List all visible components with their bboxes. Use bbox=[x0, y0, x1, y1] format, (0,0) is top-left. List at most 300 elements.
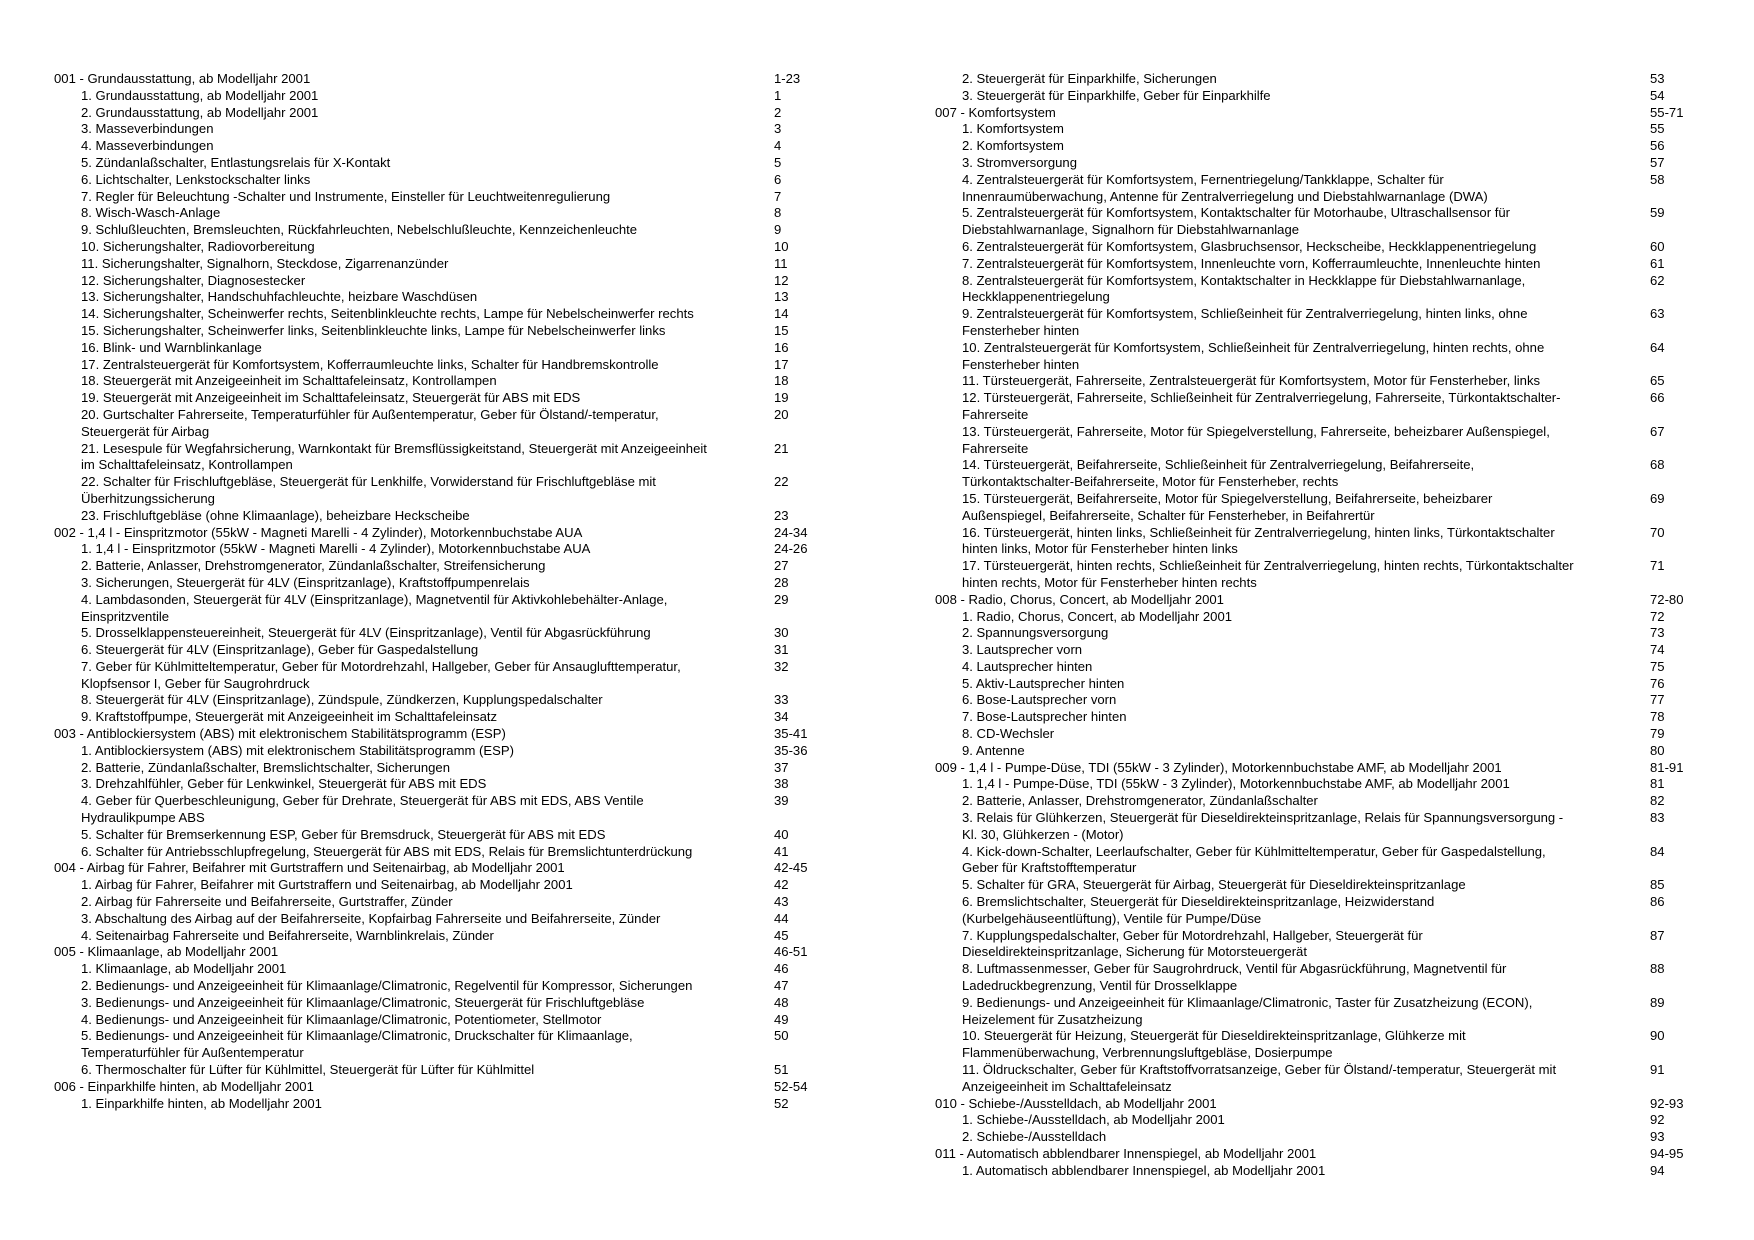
toc-page-number: 71 bbox=[1650, 558, 1665, 574]
toc-entry-title: 9. Schlußleuchten, Bremsleuchten, Rückfahrleuchten, Nebelschlußleuchte, Kennzeichenleuchte bbox=[81, 222, 638, 238]
toc-entry-title: 6. Thermoschalter für Lüfter für Kühlmittel, Steuergerät für Lüfter für Kühlmittel bbox=[81, 1062, 535, 1078]
toc-page-number: 73 bbox=[1650, 625, 1665, 641]
toc-page-number: 54 bbox=[1650, 87, 1665, 103]
toc-entry-title: 10. Sicherungshalter, Radiovorbereitung bbox=[81, 238, 315, 254]
toc-entry-title: 001 - Grundausstattung, ab Modelljahr 2001 bbox=[54, 71, 311, 86]
toc-page-number: 13 bbox=[774, 289, 789, 305]
toc-entry[interactable] bbox=[935, 138, 1700, 155]
toc-entry[interactable] bbox=[54, 592, 814, 626]
toc-entry[interactable] bbox=[935, 625, 1700, 642]
toc-page-number: 42 bbox=[774, 877, 789, 893]
toc-entry-title: 3. Abschaltung des Airbag auf der Beifahrerseite, Kopfairbag Fahrerseite und Beifahrerseite, Zünder bbox=[81, 910, 661, 926]
toc-page-number: 80 bbox=[1650, 742, 1665, 758]
toc-page-number: 93 bbox=[1650, 1129, 1665, 1145]
toc-entry[interactable] bbox=[54, 1028, 814, 1062]
toc-entry-title: 4. Bedienungs- und Anzeigeeinheit für Klimaanlage/Climatronic, Potentiometer, Stellmotor bbox=[81, 1011, 602, 1027]
toc-entry-title: 3. Sicherungen, Steuergerät für 4LV (Einspritzanlage), Kraftstoffpumpenrelais bbox=[81, 574, 530, 590]
toc-page-number: 18 bbox=[774, 373, 789, 389]
toc-entry[interactable] bbox=[54, 709, 814, 726]
toc-entry[interactable] bbox=[54, 373, 814, 390]
toc-entry-title: 12. Sicherungshalter, Diagnosestecker bbox=[81, 272, 306, 288]
toc-entry[interactable] bbox=[935, 1112, 1700, 1129]
toc-page-number: 3 bbox=[774, 121, 782, 137]
toc-entry-title: 15. Sicherungshalter, Scheinwerfer links, Seitenblinkleuchte links, Lampe für Nebelscheinwerfer links bbox=[81, 322, 666, 338]
toc-entry-title: 1. Radio, Chorus, Concert, ab Modelljahr 2001 bbox=[962, 608, 1233, 624]
toc-entry[interactable] bbox=[935, 239, 1700, 256]
toc-entry[interactable] bbox=[935, 205, 1700, 239]
toc-entry-title: 4. Seitenairbag Fahrerseite und Beifahrerseite, Warnblinkrelais, Zünder bbox=[81, 927, 494, 943]
toc-entry[interactable] bbox=[54, 541, 814, 558]
toc-entry[interactable] bbox=[54, 222, 814, 239]
toc-page-number: 52 bbox=[774, 1095, 789, 1111]
toc-entry[interactable] bbox=[54, 340, 814, 357]
toc-page-number: 46-51 bbox=[774, 944, 808, 960]
toc-page-number: 67 bbox=[1650, 423, 1665, 439]
toc-page-number: 40 bbox=[774, 826, 789, 842]
toc-entry[interactable] bbox=[54, 995, 814, 1012]
toc-page-number: 19 bbox=[774, 390, 789, 406]
toc-entry-title: 6. Zentralsteuergerät für Komfortsystem, Glasbruchsensor, Heckscheibe, Heckklappenentriegelung bbox=[962, 238, 1537, 254]
toc-entry-title: 2. Schiebe-/Ausstelldach bbox=[962, 1129, 1107, 1145]
toc-page-number: 66 bbox=[1650, 390, 1665, 406]
toc-page-number: 53 bbox=[1650, 71, 1665, 86]
toc-entry-title: 8. Luftmassenmesser, Geber für Saugrohrdruck, Ventil für Abgasrückführung, Magnetventil für Ladedruckbegrenzung, Ventil für Drosselklappe bbox=[962, 961, 1507, 994]
toc-page-number: 27 bbox=[774, 558, 789, 574]
toc-entry-title: 17. Zentralsteuergerät für Komfortsystem, Kofferraumleuchte links, Schalter für Handbremskontrolle bbox=[81, 356, 659, 372]
toc-section-heading[interactable] bbox=[54, 944, 814, 961]
toc-page-number: 88 bbox=[1650, 961, 1665, 977]
toc-page-number: 83 bbox=[1650, 810, 1665, 826]
toc-entry-title: 3. Relais für Glühkerzen, Steuergerät für Dieseldirekteinspritzanlage, Relais für Spannungsversorgung - Kl. 30, Glühkerzen - (Motor) bbox=[962, 810, 1564, 842]
toc-entry-title: 002 - 1,4 l - Einspritzmotor (55kW - Magneti Marelli - 4 Zylinder), Motorkennbuchstabe AUA bbox=[54, 524, 583, 540]
toc-entry[interactable] bbox=[935, 525, 1700, 559]
toc-entry[interactable] bbox=[935, 894, 1700, 928]
toc-entry[interactable] bbox=[935, 642, 1700, 659]
toc-entry-title: 006 - Einparkhilfe hinten, ab Modelljahr 2001 bbox=[54, 1078, 314, 1094]
toc-page-number: 22 bbox=[774, 474, 789, 490]
toc-entry-title: 5. Drosselklappensteuereinheit, Steuergerät für 4LV (Einspritzanlage), Ventil für Abgasrückführung bbox=[81, 625, 651, 641]
toc-entry-title: 17. Türsteuergerät, hinten rechts, Schließeinheit für Zentralverriegelung, hinten rechts, Türkontaktschalter hinten rechts, Motor für Fensterheber hinten rechts bbox=[962, 558, 1574, 590]
toc-entry-title: 20. Gurtschalter Fahrerseite, Temperaturfühler für Außentemperatur, Geber für Ölstand/-temperatur, Steuergerät für Airbag bbox=[81, 406, 659, 439]
toc-page-number: 38 bbox=[774, 776, 789, 792]
toc-entry[interactable] bbox=[935, 844, 1700, 878]
toc-entry-title: 8. Zentralsteuergerät für Komfortsystem, Kontaktschalter in Heckklappe für Diebstahlwarnanlage, Heckklappenentriegelung bbox=[962, 272, 1526, 305]
toc-entry-title: 2. Batterie, Anlasser, Drehstromgenerator, Zündanlaßschalter bbox=[962, 793, 1318, 809]
toc-entry[interactable] bbox=[935, 793, 1700, 810]
toc-page-number: 37 bbox=[774, 759, 789, 775]
toc-entry[interactable] bbox=[54, 894, 814, 911]
toc-entry[interactable] bbox=[54, 508, 814, 525]
toc-left-column bbox=[54, 71, 814, 1112]
toc-entry-title: 1. Automatisch abblendbarer Innenspiegel, ab Modelljahr 2001 bbox=[962, 1162, 1326, 1178]
toc-entry[interactable] bbox=[54, 138, 814, 155]
toc-entry-title: 5. Zentralsteuergerät für Komfortsystem, Kontaktschalter für Motorhaube, Ultraschallsensor für Diebstahlwarnanlage, Signalhorn für Diebstahlwarnanlage bbox=[962, 205, 1510, 238]
toc-entry[interactable] bbox=[54, 911, 814, 928]
toc-entry-title: 1. 1,4 l - Einspritzmotor (55kW - Magneti Marelli - 4 Zylinder), Motorkennbuchstabe AUA bbox=[81, 541, 591, 557]
toc-entry[interactable] bbox=[54, 877, 814, 894]
toc-entry-title: 4. Geber für Querbeschleunigung, Geber für Drehrate, Steuergerät für ABS mit EDS, ABS Ventile Hydraulikpumpe ABS bbox=[81, 793, 644, 826]
toc-page-number: 94 bbox=[1650, 1162, 1665, 1178]
toc-entry[interactable] bbox=[54, 1012, 814, 1029]
toc-entry-title: 2. Grundausstattung, ab Modelljahr 2001 bbox=[81, 104, 319, 120]
toc-entry-title: 9. Antenne bbox=[962, 742, 1025, 758]
toc-entry-title: 2. Steuergerät für Einparkhilfe, Sicherungen bbox=[962, 71, 1217, 86]
toc-entry-title: 6. Bremslichtschalter, Steuergerät für Dieseldirekteinspritzanlage, Heizwiderstand (Kurbelgehäuseentlüftung), Ventile für Pumpe/Düse bbox=[962, 894, 1435, 926]
toc-entry-title: 16. Blink- und Warnblinkanlage bbox=[81, 339, 262, 355]
toc-entry-title: 8. Steuergerät für 4LV (Einspritzanlage), Zündspule, Zündkerzen, Kupplungspedalschalter bbox=[81, 692, 603, 708]
toc-entry[interactable] bbox=[54, 659, 814, 693]
toc-entry[interactable] bbox=[935, 995, 1700, 1029]
toc-page-number: 35-41 bbox=[774, 726, 808, 742]
toc-entry[interactable] bbox=[54, 928, 814, 945]
toc-entry-title: 8. CD-Wechsler bbox=[962, 726, 1055, 742]
toc-entry[interactable] bbox=[54, 827, 814, 844]
toc-entry[interactable] bbox=[935, 172, 1700, 206]
toc-page-number: 1-23 bbox=[774, 71, 801, 86]
toc-entry[interactable] bbox=[935, 1163, 1700, 1180]
toc-entry[interactable] bbox=[54, 776, 814, 793]
toc-entry-title: 23. Frischluftgebläse (ohne Klimaanlage), beheizbare Heckscheibe bbox=[81, 507, 470, 523]
toc-entry-title: 5. Zündanlaßschalter, Entlastungsrelais für X-Kontakt bbox=[81, 154, 391, 170]
toc-page-number: 50 bbox=[774, 1028, 789, 1044]
toc-page-number: 72 bbox=[1650, 608, 1665, 624]
toc-entry-title: 011 - Automatisch abblendbarer Innenspiegel, ab Modelljahr 2001 bbox=[935, 1146, 1317, 1161]
toc-entry-title: 8. Wisch-Wasch-Anlage bbox=[81, 205, 221, 221]
toc-entry-title: 9. Kraftstoffpumpe, Steuergerät mit Anzeigeeinheit im Schalttafeleinsatz bbox=[81, 709, 498, 725]
toc-page-number: 65 bbox=[1650, 373, 1665, 389]
toc-entry-title: 1. Klimaanlage, ab Modelljahr 2001 bbox=[81, 961, 287, 977]
toc-entry[interactable] bbox=[935, 424, 1700, 458]
toc-entry[interactable] bbox=[935, 743, 1700, 760]
toc-entry[interactable] bbox=[935, 457, 1700, 491]
toc-entry-title: 6. Lichtschalter, Lenkstockschalter links bbox=[81, 171, 311, 187]
toc-entry[interactable] bbox=[54, 390, 814, 407]
toc-page-number: 69 bbox=[1650, 490, 1665, 506]
toc-entry-title: 12. Türsteuergerät, Fahrerseite, Schließeinheit für Zentralverriegelung, Fahrerseite, Türkontaktschalter-Fahrerseite bbox=[962, 390, 1561, 422]
toc-entry-title: 4. Masseverbindungen bbox=[81, 138, 214, 154]
toc-page-number: 44 bbox=[774, 910, 789, 926]
toc-page-number: 21 bbox=[774, 440, 789, 456]
toc-entry[interactable] bbox=[935, 340, 1700, 374]
toc-entry[interactable] bbox=[54, 844, 814, 861]
toc-entry[interactable] bbox=[54, 289, 814, 306]
toc-section-heading[interactable] bbox=[935, 105, 1700, 122]
toc-page-number: 6 bbox=[774, 171, 782, 187]
toc-section-heading[interactable] bbox=[935, 760, 1700, 777]
toc-entry[interactable] bbox=[935, 726, 1700, 743]
toc-entry-title: 16. Türsteuergerät, hinten links, Schließeinheit für Zentralverriegelung, hinten links, Türkontaktschalter hinten links, Motor für Fensterheber hinten links bbox=[962, 524, 1555, 557]
toc-entry-title: 007 - Komfortsystem bbox=[935, 104, 1056, 120]
toc-page-number: 92-93 bbox=[1650, 1095, 1684, 1111]
toc-page-number: 15 bbox=[774, 322, 789, 338]
toc-entry[interactable] bbox=[935, 121, 1700, 138]
toc-entry[interactable] bbox=[54, 743, 814, 760]
toc-section-heading[interactable] bbox=[54, 525, 814, 542]
toc-page-number: 51 bbox=[774, 1062, 789, 1078]
toc-section-heading[interactable] bbox=[935, 592, 1700, 609]
toc-entry[interactable] bbox=[935, 558, 1700, 592]
toc-entry[interactable] bbox=[935, 390, 1700, 424]
toc-entry-title: 1. Antiblockiersystem (ABS) mit elektronischem Stabilitätsprogramm (ESP) bbox=[81, 742, 514, 758]
toc-entry[interactable] bbox=[54, 760, 814, 777]
toc-entry[interactable] bbox=[54, 189, 814, 206]
toc-page-number: 14 bbox=[774, 306, 789, 322]
toc-page-number: 64 bbox=[1650, 339, 1665, 355]
toc-entry[interactable] bbox=[54, 1062, 814, 1079]
toc-entry-title: 5. Schalter für Bremserkennung ESP, Geber für Bremsdruck, Steuergerät für ABS mit EDS bbox=[81, 826, 606, 842]
toc-page-number: 77 bbox=[1650, 692, 1665, 708]
toc-page-number: 8 bbox=[774, 205, 782, 221]
toc-page-number: 1 bbox=[774, 87, 782, 103]
toc-page-number: 72-80 bbox=[1650, 591, 1684, 607]
toc-entry[interactable] bbox=[935, 692, 1700, 709]
toc-entry-title: 008 - Radio, Chorus, Concert, ab Modelljahr 2001 bbox=[935, 591, 1224, 607]
toc-entry[interactable] bbox=[54, 306, 814, 323]
toc-entry-title: 1. Grundausstattung, ab Modelljahr 2001 bbox=[81, 87, 319, 103]
toc-page-number: 2 bbox=[774, 104, 782, 120]
toc-entry-title: 19. Steuergerät mit Anzeigeeinheit im Schalttafeleinsatz, Steuergerät für ABS mit EDS bbox=[81, 390, 581, 406]
toc-entry[interactable] bbox=[935, 273, 1700, 307]
toc-entry-title: 5. Schalter für GRA, Steuergerät für Airbag, Steuergerät für Dieseldirekteinspritzanlage bbox=[962, 877, 1466, 893]
toc-right-column bbox=[935, 71, 1700, 1180]
toc-entry-title: 1. Schiebe-/Ausstelldach, ab Modelljahr 2001 bbox=[962, 1112, 1225, 1128]
toc-entry[interactable] bbox=[54, 323, 814, 340]
toc-entry[interactable] bbox=[935, 810, 1700, 844]
toc-entry[interactable] bbox=[54, 172, 814, 189]
toc-page-number: 78 bbox=[1650, 709, 1665, 725]
toc-page-number: 94-95 bbox=[1650, 1146, 1684, 1161]
toc-page-number: 92 bbox=[1650, 1112, 1665, 1128]
toc-entry-title: 3. Steuergerät für Einparkhilfe, Geber für Einparkhilfe bbox=[962, 87, 1271, 103]
toc-entry-title: 2. Airbag für Fahrerseite und Beifahrerseite, Gurtstraffer, Zünder bbox=[81, 894, 453, 910]
toc-entry[interactable] bbox=[935, 609, 1700, 626]
toc-page-number: 31 bbox=[774, 642, 789, 658]
toc-entry-title: 004 - Airbag für Fahrer, Beifahrer mit Gurtstraffern und Seitenairbag, ab Modelljahr 2001 bbox=[54, 860, 565, 876]
toc-entry-title: 3. Masseverbindungen bbox=[81, 121, 214, 137]
toc-page-number: 28 bbox=[774, 574, 789, 590]
toc-entry-title: 4. Zentralsteuergerät für Komfortsystem, Fernentriegelung/Tankklappe, Schalter für Innenraumüberwachung, Antenne für Zentralverriegelung und Diebstahlwarnanlage (DWA) bbox=[962, 171, 1488, 204]
toc-page-number: 39 bbox=[774, 793, 789, 809]
toc-page-number: 63 bbox=[1650, 306, 1665, 322]
toc-section-heading[interactable] bbox=[935, 1146, 1700, 1163]
toc-entry[interactable] bbox=[935, 776, 1700, 793]
toc-page-number: 52-54 bbox=[774, 1078, 808, 1094]
toc-page-number: 33 bbox=[774, 692, 789, 708]
toc-entry[interactable] bbox=[54, 121, 814, 138]
toc-page-number: 24-34 bbox=[774, 524, 808, 540]
toc-page-number: 55 bbox=[1650, 121, 1665, 137]
toc-entry-title: 1. 1,4 l - Pumpe-Düse, TDI (55kW - 3 Zylinder), Motorkennbuchstabe AMF, ab Modelljahr 2001 bbox=[962, 776, 1510, 792]
toc-entry-title: 14. Türsteuergerät, Beifahrerseite, Schließeinheit für Zentralverriegelung, Beifahrerseite, Türkontaktschalter-Beifahrerseite, Motor für Fensterheber, rechts bbox=[962, 457, 1475, 490]
toc-page-number: 30 bbox=[774, 625, 789, 641]
toc-section-heading[interactable] bbox=[54, 1079, 814, 1096]
toc-page-number: 89 bbox=[1650, 994, 1665, 1010]
toc-entry[interactable] bbox=[935, 491, 1700, 525]
toc-page-number: 81-91 bbox=[1650, 759, 1684, 775]
toc-entry[interactable] bbox=[54, 239, 814, 256]
toc-page-number: 10 bbox=[774, 238, 789, 254]
toc-entry-title: 3. Drehzahlfühler, Geber für Lenkwinkel, Steuergerät für ABS mit EDS bbox=[81, 776, 487, 792]
toc-entry-title: 9. Zentralsteuergerät für Komfortsystem, Schließeinheit für Zentralverriegelung, hinten links, ohne Fensterheber hinten bbox=[962, 306, 1528, 338]
toc-entry-title: 11. Sicherungshalter, Signalhorn, Steckdose, Zigarrenanzünder bbox=[81, 255, 449, 271]
toc-page-number: 62 bbox=[1650, 272, 1665, 288]
toc-page-number: 43 bbox=[774, 894, 789, 910]
toc-section-heading[interactable] bbox=[54, 726, 814, 743]
toc-page-number: 46 bbox=[774, 961, 789, 977]
toc-entry-title: 1. Airbag für Fahrer, Beifahrer mit Gurtstraffern und Seitenairbag, ab Modelljahr 2001 bbox=[81, 877, 573, 893]
toc-entry[interactable] bbox=[935, 1028, 1700, 1062]
toc-entry[interactable] bbox=[54, 558, 814, 575]
toc-page-number: 59 bbox=[1650, 205, 1665, 221]
toc-entry-title: 11. Türsteuergerät, Fahrerseite, Zentralsteuergerät für Komfortsystem, Motor für Fensterheber, links bbox=[962, 373, 1541, 389]
toc-entry-title: 6. Steuergerät für 4LV (Einspritzanlage), Geber für Gaspedalstellung bbox=[81, 642, 479, 658]
toc-entry[interactable] bbox=[54, 357, 814, 374]
toc-entry-title: 2. Komfortsystem bbox=[962, 138, 1064, 154]
toc-entry-title: 4. Kick-down-Schalter, Leerlaufschalter, Geber für Kühlmitteltemperatur, Geber für Gaspedalstellung, Geber für Kraftstofftemperatur bbox=[962, 843, 1546, 876]
toc-page-number: 70 bbox=[1650, 524, 1665, 540]
toc-page-number: 11 bbox=[774, 255, 788, 271]
toc-entry[interactable] bbox=[54, 1096, 814, 1113]
toc-entry[interactable] bbox=[935, 928, 1700, 962]
toc-entry-title: 13. Türsteuergerät, Fahrerseite, Motor für Spiegelverstellung, Fahrerseite, beheizbarer Außenspiegel, Fahrerseite bbox=[962, 423, 1550, 456]
toc-entry-title: 2. Batterie, Anlasser, Drehstromgenerator, Zündanlaßschalter, Streifensicherung bbox=[81, 558, 546, 574]
toc-entry-title: 22. Schalter für Frischluftgebläse, Steuergerät für Lenkhilfe, Vorwiderstand für Frischluftgebläse mit Überhitzungssicherung bbox=[81, 474, 656, 506]
toc-entry[interactable] bbox=[935, 88, 1700, 105]
toc-section-heading[interactable] bbox=[54, 71, 814, 88]
toc-entry[interactable] bbox=[935, 256, 1700, 273]
toc-page-number: 56 bbox=[1650, 138, 1665, 154]
toc-entry[interactable] bbox=[935, 306, 1700, 340]
toc-entry-title: 7. Bose-Lautsprecher hinten bbox=[962, 709, 1127, 725]
toc-entry-title: 4. Lambdasonden, Steuergerät für 4LV (Einspritzanlage), Magnetventil für Aktivkohlebehälter-Anlage, Einspritzventile bbox=[81, 591, 668, 624]
toc-page-number: 86 bbox=[1650, 894, 1665, 910]
toc-entry[interactable] bbox=[54, 256, 814, 273]
toc-page-number: 91 bbox=[1650, 1062, 1665, 1078]
toc-page-number: 49 bbox=[774, 1011, 789, 1027]
toc-entry-title: 4. Lautsprecher hinten bbox=[962, 658, 1093, 674]
toc-page-number: 17 bbox=[774, 356, 789, 372]
toc-entry[interactable] bbox=[54, 441, 814, 475]
toc-entry[interactable] bbox=[54, 474, 814, 508]
toc-entry-title: 2. Batterie, Zündanlaßschalter, Bremslichtschalter, Sicherungen bbox=[81, 759, 450, 775]
toc-page-number: 5 bbox=[774, 154, 782, 170]
toc-page-number: 42-45 bbox=[774, 860, 808, 876]
toc-entry-title: 7. Kupplungspedalschalter, Geber für Motordrehzahl, Hallgeber, Steuergerät für Dieseldirekteinspritzanlage, Sicherung für Motorsteuergerät bbox=[962, 927, 1423, 960]
toc-page-number: 74 bbox=[1650, 642, 1665, 658]
toc-entry-title: 1. Komfortsystem bbox=[962, 121, 1064, 137]
toc-entry[interactable] bbox=[935, 659, 1700, 676]
toc-entry[interactable] bbox=[54, 273, 814, 290]
toc-entry[interactable] bbox=[54, 642, 814, 659]
toc-entry[interactable] bbox=[935, 877, 1700, 894]
toc-entry-title: 11. Öldruckschalter, Geber für Kraftstoffvorratsanzeige, Geber für Ölstand/-temperatur, Steuergerät mit Anzeigeeinheit im Schalttafeleinsatz bbox=[962, 1062, 1557, 1094]
toc-page-number: 45 bbox=[774, 927, 789, 943]
toc-entry-title: 6. Bose-Lautsprecher vorn bbox=[962, 692, 1117, 708]
toc-entry[interactable] bbox=[54, 407, 814, 441]
toc-entry-title: 3. Lautsprecher vorn bbox=[962, 642, 1083, 658]
toc-entry-title: 18. Steuergerät mit Anzeigeeinheit im Schalttafeleinsatz, Kontrollampen bbox=[81, 373, 497, 389]
toc-entry[interactable] bbox=[54, 625, 814, 642]
toc-entry[interactable] bbox=[54, 105, 814, 122]
toc-page-number: 23 bbox=[774, 507, 789, 523]
toc-entry-title: 3. Bedienungs- und Anzeigeeinheit für Klimaanlage/Climatronic, Steuergerät für Frischluftgebläse bbox=[81, 994, 645, 1010]
toc-entry-title: 21. Lesespule für Wegfahrsicherung, Warnkontakt für Bremsflüssigkeitstand, Steuergerät mit Anzeigeeinheit im Schalttafeleinsatz, Kontrollampen bbox=[81, 440, 707, 473]
toc-entry-title: 7. Geber für Kühlmitteltemperatur, Geber für Motordrehzahl, Hallgeber, Geber für Ansauglufttemperatur, Klopfsensor I, Geber für Saugrohrdruck bbox=[81, 658, 681, 691]
toc-entry-title: 3. Stromversorgung bbox=[962, 154, 1077, 170]
toc-page-number: 34 bbox=[774, 709, 789, 725]
toc-entry-title: 1. Einparkhilfe hinten, ab Modelljahr 2001 bbox=[81, 1095, 322, 1111]
toc-page-number: 87 bbox=[1650, 927, 1665, 943]
toc-entry[interactable] bbox=[54, 961, 814, 978]
toc-entry[interactable] bbox=[54, 205, 814, 222]
toc-entry-title: 9. Bedienungs- und Anzeigeeinheit für Klimaanlage/Climatronic, Taster für Zusatzheizung (ECON), Heizelement für Zusatzheizung bbox=[962, 994, 1533, 1027]
toc-page-number: 9 bbox=[774, 222, 782, 238]
toc-entry[interactable] bbox=[935, 373, 1700, 390]
toc-entry[interactable] bbox=[935, 71, 1700, 88]
toc-page-number: 68 bbox=[1650, 457, 1665, 473]
toc-section-heading[interactable] bbox=[54, 860, 814, 877]
toc-entry-title: 2. Bedienungs- und Anzeigeeinheit für Klimaanlage/Climatronic, Regelventil für Kompressor, Sicherungen bbox=[81, 978, 693, 994]
toc-entry[interactable] bbox=[935, 709, 1700, 726]
toc-entry-title: 5. Aktiv-Lautsprecher hinten bbox=[962, 675, 1125, 691]
toc-entry-title: 005 - Klimaanlage, ab Modelljahr 2001 bbox=[54, 944, 279, 960]
toc-entry[interactable] bbox=[935, 1062, 1700, 1096]
toc-page-number: 12 bbox=[774, 272, 789, 288]
toc-page-number: 48 bbox=[774, 994, 789, 1010]
toc-entry-title: 15. Türsteuergerät, Beifahrerseite, Motor für Spiegelverstellung, Beifahrerseite, beheizbarer Außenspiegel, Beifahrerseite, Schalter für Fensterheber, in Beifahrertür bbox=[962, 490, 1493, 523]
toc-page-number: 20 bbox=[774, 406, 789, 422]
toc-entry-title: 003 - Antiblockiersystem (ABS) mit elektronischem Stabilitätsprogramm (ESP) bbox=[54, 726, 506, 742]
toc-section-heading[interactable] bbox=[935, 1096, 1700, 1113]
toc-page-number: 76 bbox=[1650, 675, 1665, 691]
toc-page-number: 32 bbox=[774, 658, 789, 674]
toc-entry[interactable] bbox=[935, 155, 1700, 172]
toc-entry-title: 6. Schalter für Antriebsschlupfregelung, Steuergerät für ABS mit EDS, Relais für Bremslichtunterdrückung bbox=[81, 843, 693, 859]
toc-page-number: 84 bbox=[1650, 843, 1665, 859]
toc-entry-title: 14. Sicherungshalter, Scheinwerfer rechts, Seitenblinkleuchte rechts, Lampe für Nebelscheinwerfer rechts bbox=[81, 306, 694, 322]
toc-entry[interactable] bbox=[935, 676, 1700, 693]
toc-page-number: 55-71 bbox=[1650, 104, 1684, 120]
toc-page-number: 16 bbox=[774, 339, 789, 355]
toc-entry-title: 010 - Schiebe-/Ausstelldach, ab Modelljahr 2001 bbox=[935, 1095, 1217, 1111]
toc-page-number: 60 bbox=[1650, 238, 1665, 254]
toc-page-number: 85 bbox=[1650, 877, 1665, 893]
toc-page-number: 82 bbox=[1650, 793, 1665, 809]
toc-entry[interactable] bbox=[935, 1129, 1700, 1146]
toc-entry-title: 7. Regler für Beleuchtung -Schalter und Instrumente, Einsteller für Leuchtweitenregulierung bbox=[81, 188, 611, 204]
toc-entry-title: 5. Bedienungs- und Anzeigeeinheit für Klimaanlage/Climatronic, Druckschalter für Klimaanlage, Temperaturfühler für Außentemperatur bbox=[81, 1028, 633, 1061]
toc-entry-title: 13. Sicherungshalter, Handschuhfachleuchte, heizbare Waschdüsen bbox=[81, 289, 478, 305]
toc-page-number: 29 bbox=[774, 591, 789, 607]
toc-page-number: 4 bbox=[774, 138, 782, 154]
toc-entry[interactable] bbox=[54, 793, 814, 827]
toc-page-number: 47 bbox=[774, 978, 789, 994]
toc-page-number: 75 bbox=[1650, 658, 1665, 674]
toc-entry[interactable] bbox=[54, 88, 814, 105]
toc-entry[interactable] bbox=[54, 575, 814, 592]
toc-entry[interactable] bbox=[54, 155, 814, 172]
toc-page-number: 90 bbox=[1650, 1028, 1665, 1044]
toc-page-number: 7 bbox=[774, 188, 782, 204]
toc-entry[interactable] bbox=[54, 692, 814, 709]
toc-entry-title: 10. Steuergerät für Heizung, Steuergerät für Dieseldirekteinspritzanlage, Glühkerze mit Flammenüberwachung, Verbrennungsluftgebläse, Dosierpumpe bbox=[962, 1028, 1466, 1061]
toc-page-number: 57 bbox=[1650, 154, 1665, 170]
toc-entry[interactable] bbox=[54, 978, 814, 995]
toc-page-number: 24-26 bbox=[774, 541, 808, 557]
toc-page-number: 58 bbox=[1650, 171, 1665, 187]
toc-entry[interactable] bbox=[935, 961, 1700, 995]
toc-page-number: 81 bbox=[1650, 776, 1665, 792]
